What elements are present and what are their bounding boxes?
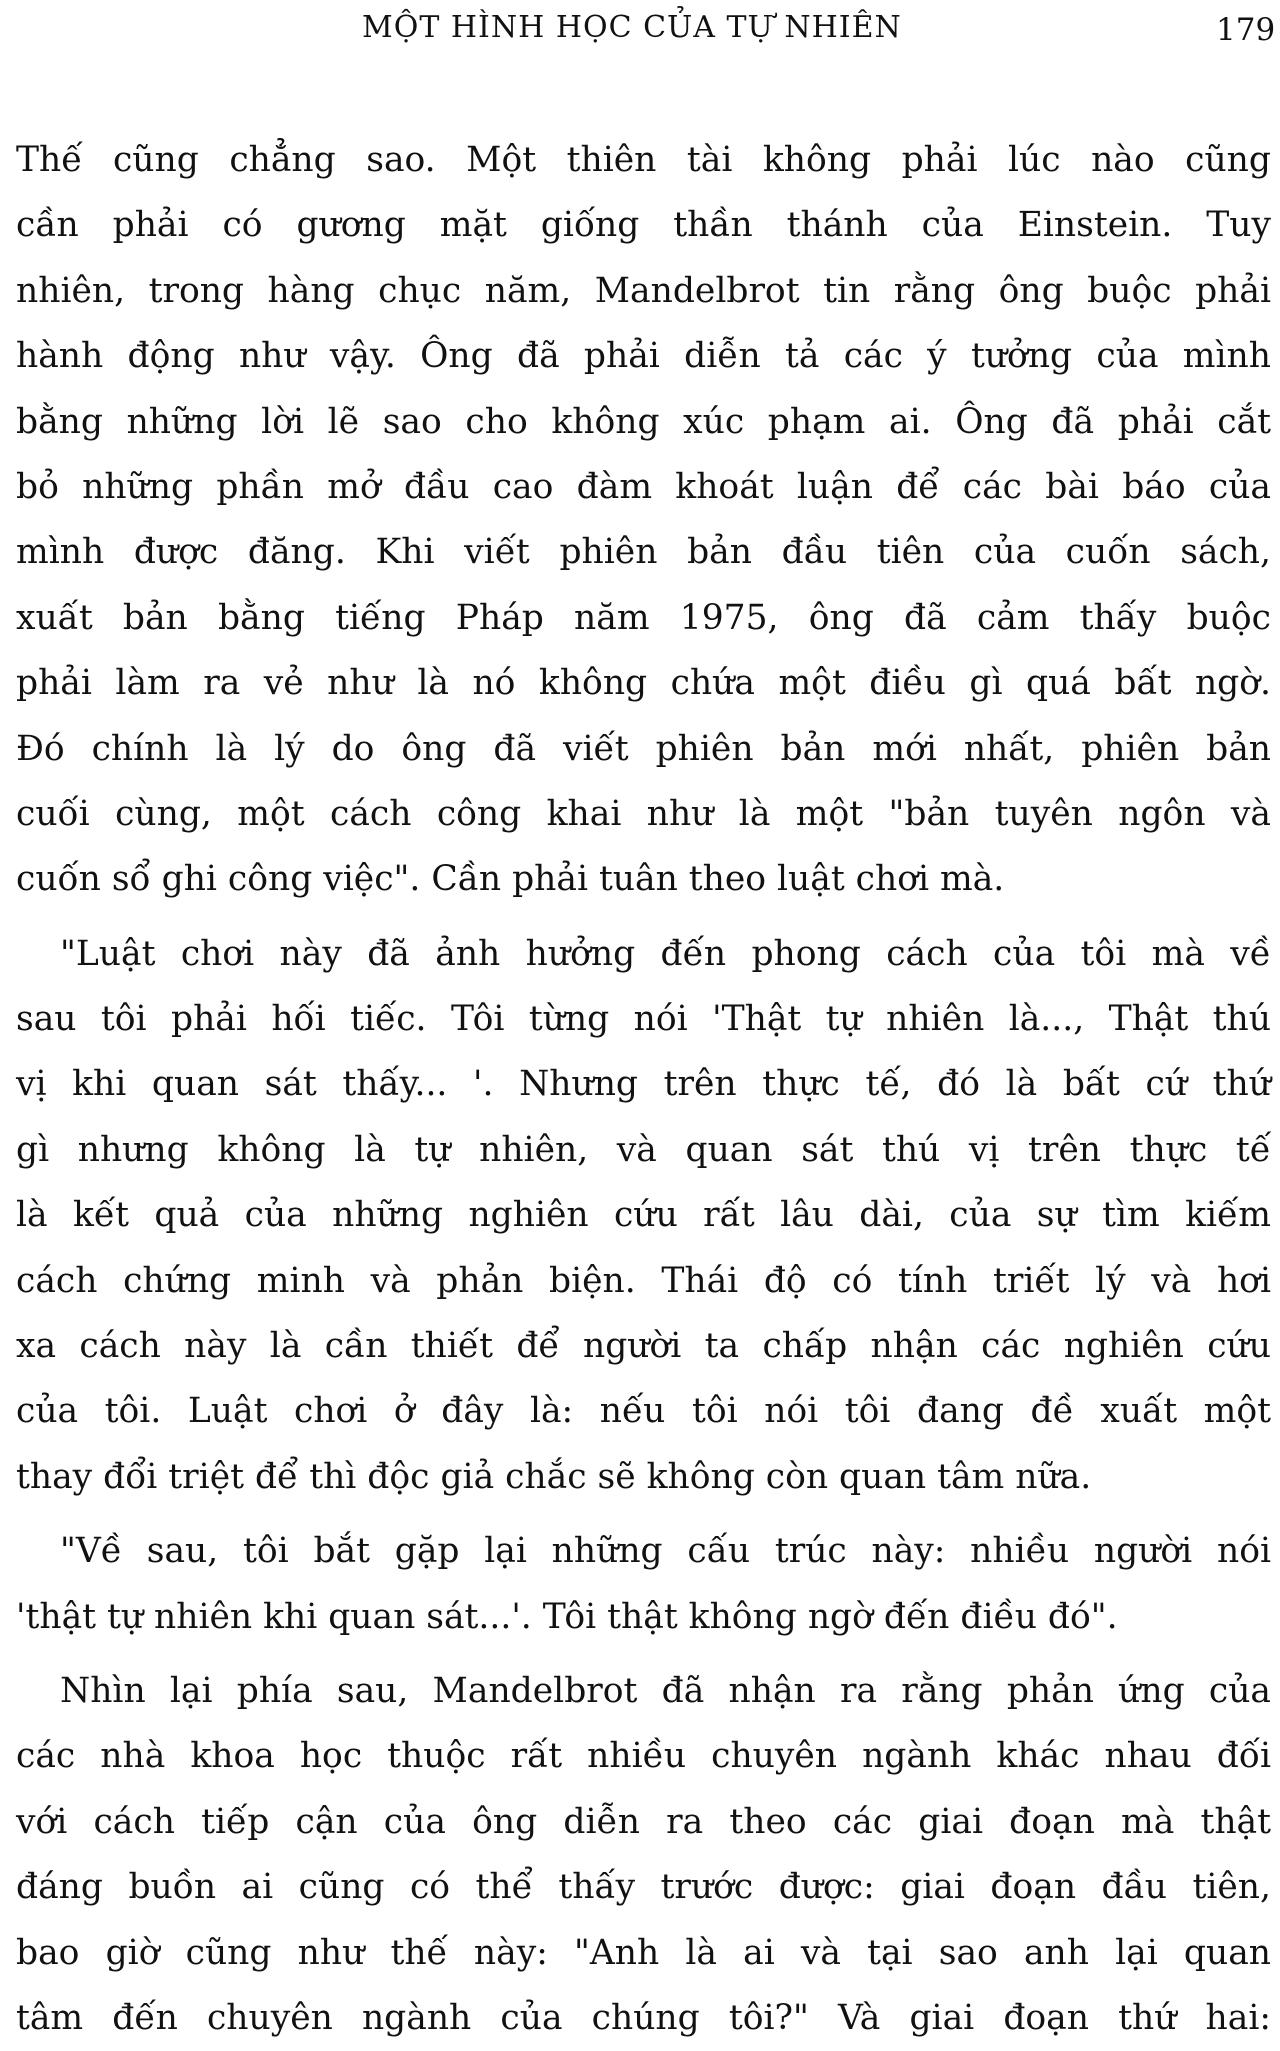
text-line: cuối cùng, một cách công khai như là một "bản tuyên ngôn và [16, 793, 1271, 834]
text-line: hành động như vậy. Ông đã phải diễn tả các ý tưởng của mình [16, 336, 1271, 377]
text-line: sau tôi phải hối tiếc. Tôi từng nói 'Thật tự nhiên là..., Thật thú [16, 999, 1271, 1040]
text-line: của tôi. Luật chơi ở đây là: nếu tôi nói tôi đang đề xuất một [16, 1391, 1271, 1432]
text-line: cuốn sổ ghi công việc". Cần phải tuân theo luật chơi mà. [16, 859, 1005, 900]
text-line: xuất bản bằng tiếng Pháp năm 1975, ông đã cảm thấy buộc [16, 597, 1271, 638]
text-line: các nhà khoa học thuộc rất nhiều chuyên ngành khác nhau đối [16, 1736, 1271, 1777]
text-line: 'thật tự nhiên khi quan sát...'. Tôi thật không ngờ đến điều đó". [16, 1596, 1118, 1637]
text-line: phải làm ra vẻ như là nó không chứa một điều gì quá bất ngờ. [16, 663, 1271, 704]
text-line-indented [16, 1659, 1271, 1724]
text-line: với cách tiếp cận của ông diễn ra theo các giai đoạn mà thật [16, 1801, 1271, 1842]
text-line: cách chứng minh và phản biện. Thái độ có tính triết lý và hơi [16, 1260, 1271, 1301]
text-line-indented [16, 1519, 1271, 1584]
text-line: Thế cũng chẳng sao. Một thiên tài không phải lúc nào cũng [16, 140, 1271, 180]
text-line: Đó chính là lý do ông đã viết phiên bản mới nhất, phiên bản [16, 728, 1271, 769]
text-line: mình được đăng. Khi viết phiên bản đầu tiên của cuốn sách, [16, 532, 1271, 573]
paragraph-gap [16, 1650, 1271, 1659]
running-header [0, 10, 1280, 54]
text-line: bằng những lời lẽ sao cho không xúc phạm ai. Ông đã phải cắt [16, 401, 1271, 442]
text-line: cần phải có gương mặt giống thần thánh của Einstein. Tuy [16, 205, 1271, 246]
text-line: đáng buồn ai cũng có thể thấy trước được: giai đoạn đầu tiên, [16, 1867, 1271, 1908]
text-line: bỏ những phần mở đầu cao đàm khoát luận để các bài báo của [16, 466, 1271, 507]
text-line: vị khi quan sát thấy... '. Nhưng trên thực tế, đó là bất cứ thứ [16, 1064, 1271, 1105]
text-line: Nhìn lại phía sau, Mandelbrot đã nhận ra rằng phản ứng của [60, 1670, 1271, 1711]
page-number: 179 [1216, 12, 1276, 48]
text-line: gì nhưng không là tự nhiên, và quan sát thú vị trên thực tế [16, 1129, 1271, 1170]
text-line: nhiên, trong hàng chục năm, Mandelbrot tin rằng ông buộc phải [16, 270, 1271, 311]
text-line: tâm đến chuyên ngành của chúng tôi?" Và giai đoạn thứ hai: [16, 1997, 1271, 2038]
paragraph-gap [16, 1510, 1271, 1519]
text-line: thay đổi triệt để thì độc giả chắc sẽ không còn quan tâm nữa. [16, 1456, 1092, 1497]
text-line: bao giờ cũng như thế này: "Anh là ai và tại sao anh lại quan [16, 1932, 1271, 1973]
text-line-indented [16, 922, 1271, 987]
running-title: MỘT HÌNH HỌC CỦA TỰ NHIÊN [362, 10, 902, 45]
text-line: "Về sau, tôi bắt gặp lại những cấu trúc này: nhiều người nói [60, 1531, 1271, 1572]
body-text [16, 128, 1271, 2051]
text-line: là kết quả của những nghiên cứu rất lâu dài, của sự tìm kiếm [16, 1195, 1271, 1236]
paragraph-gap [16, 913, 1271, 922]
text-line: "Luật chơi này đã ảnh hưởng đến phong cách của tôi mà về [60, 933, 1271, 974]
text-line: xa cách này là cần thiết để người ta chấp nhận các nghiên cứu [16, 1326, 1271, 1367]
